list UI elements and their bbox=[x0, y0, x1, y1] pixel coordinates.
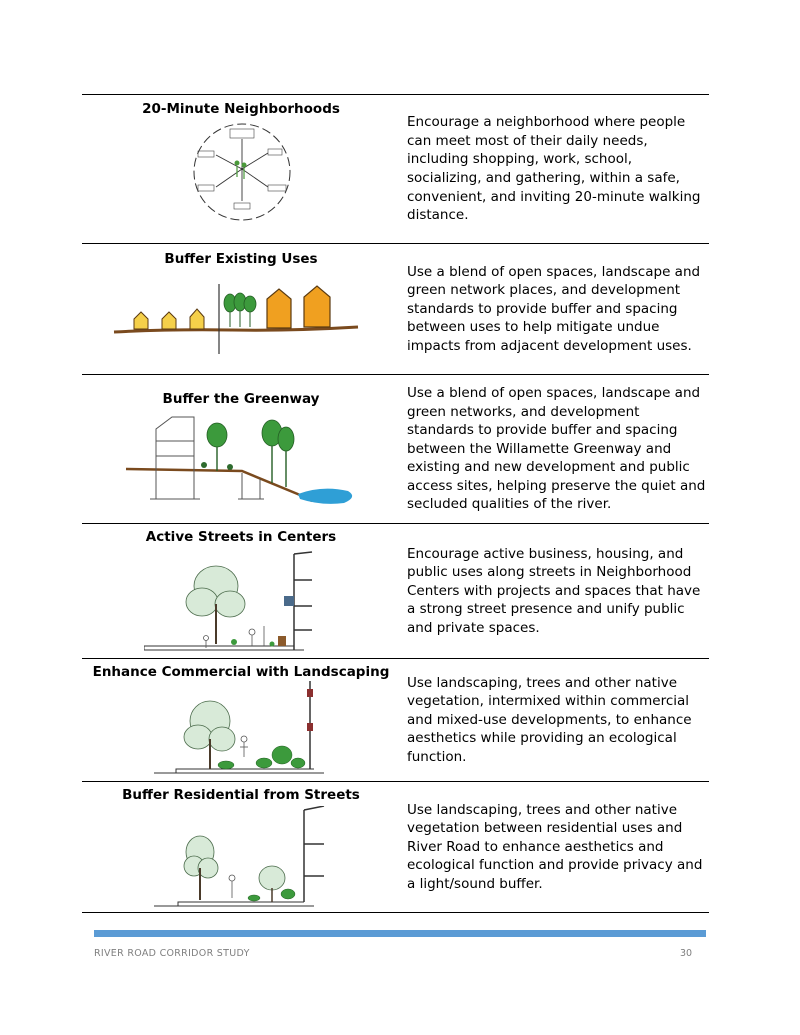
row-left-cell bbox=[82, 782, 400, 912]
design-principles-table bbox=[82, 94, 709, 913]
table-row bbox=[82, 94, 709, 243]
commercial-landscape-sketch bbox=[154, 681, 334, 779]
residential-buffer-sketch bbox=[154, 806, 334, 912]
row-left-cell bbox=[82, 95, 400, 243]
row-right-cell bbox=[400, 659, 709, 781]
houses-buffer-sketch bbox=[112, 279, 362, 359]
row-title: Buffer Existing Uses bbox=[164, 251, 318, 267]
table-row bbox=[82, 523, 709, 658]
table-row bbox=[82, 374, 709, 523]
row-right-cell bbox=[400, 244, 709, 374]
footer-study-name: RIVER ROAD CORRIDOR STUDY bbox=[94, 948, 250, 959]
row-description: Use a blend of open spaces, landscape and green network places, and development standards to provide buffer and spacing between uses to help mitigate undue impacts from adjacent development uses. bbox=[407, 263, 701, 354]
row-left-cell bbox=[82, 524, 400, 658]
greenway-section-sketch bbox=[122, 411, 372, 511]
row-description: Encourage active business, housing, and public uses along streets in Neighborhood Centers with projects and spaces that have a strong street presence and unify public and private spaces. bbox=[407, 545, 701, 636]
row-description: Use a blend of open spaces, landscape and green networks, and development standards to provide buffer and spacing between the Willamette Greenway and existing and new development and public access sites, helping preserve the quiet and secluded qualities of the river. bbox=[407, 384, 706, 513]
row-left-cell bbox=[82, 244, 400, 374]
row-right-cell bbox=[400, 95, 709, 243]
row-description: Use landscaping, trees and other native vegetation, intermixed within commercial and mixed-use developments, to enhance aesthetics while providing an ecological function. bbox=[407, 674, 692, 765]
footer-bar bbox=[94, 930, 706, 937]
row-title: Active Streets in Centers bbox=[145, 529, 337, 545]
row-right-cell bbox=[400, 375, 709, 523]
street-center-sketch bbox=[144, 550, 314, 656]
row-description: Encourage a neighborhood where people can meet most of their daily needs, including shopping, work, school, socializing, and gathering, within a safe, convenient, and inviting 20-minute walking distance. bbox=[407, 114, 701, 224]
page-number: 30 bbox=[680, 948, 693, 959]
row-title: Buffer the Greenway bbox=[162, 391, 320, 407]
neighborhood-circle-diagram bbox=[188, 119, 296, 225]
table-row bbox=[82, 781, 709, 913]
row-left-cell bbox=[82, 659, 400, 781]
row-description: Use landscaping, trees and other native vegetation between residential uses and River Road to enhance aesthetics and ecological function and provide privacy and a light/sound buffer. bbox=[407, 801, 703, 892]
row-left-cell bbox=[82, 375, 400, 523]
table-row bbox=[82, 658, 709, 781]
table-row bbox=[82, 243, 709, 374]
row-right-cell bbox=[400, 524, 709, 658]
row-title: 20-Minute Neighborhoods bbox=[142, 101, 340, 117]
row-right-cell bbox=[400, 782, 709, 912]
row-title: Buffer Residential from Streets bbox=[122, 787, 360, 803]
row-title: Enhance Commercial with Landscaping bbox=[92, 664, 390, 680]
